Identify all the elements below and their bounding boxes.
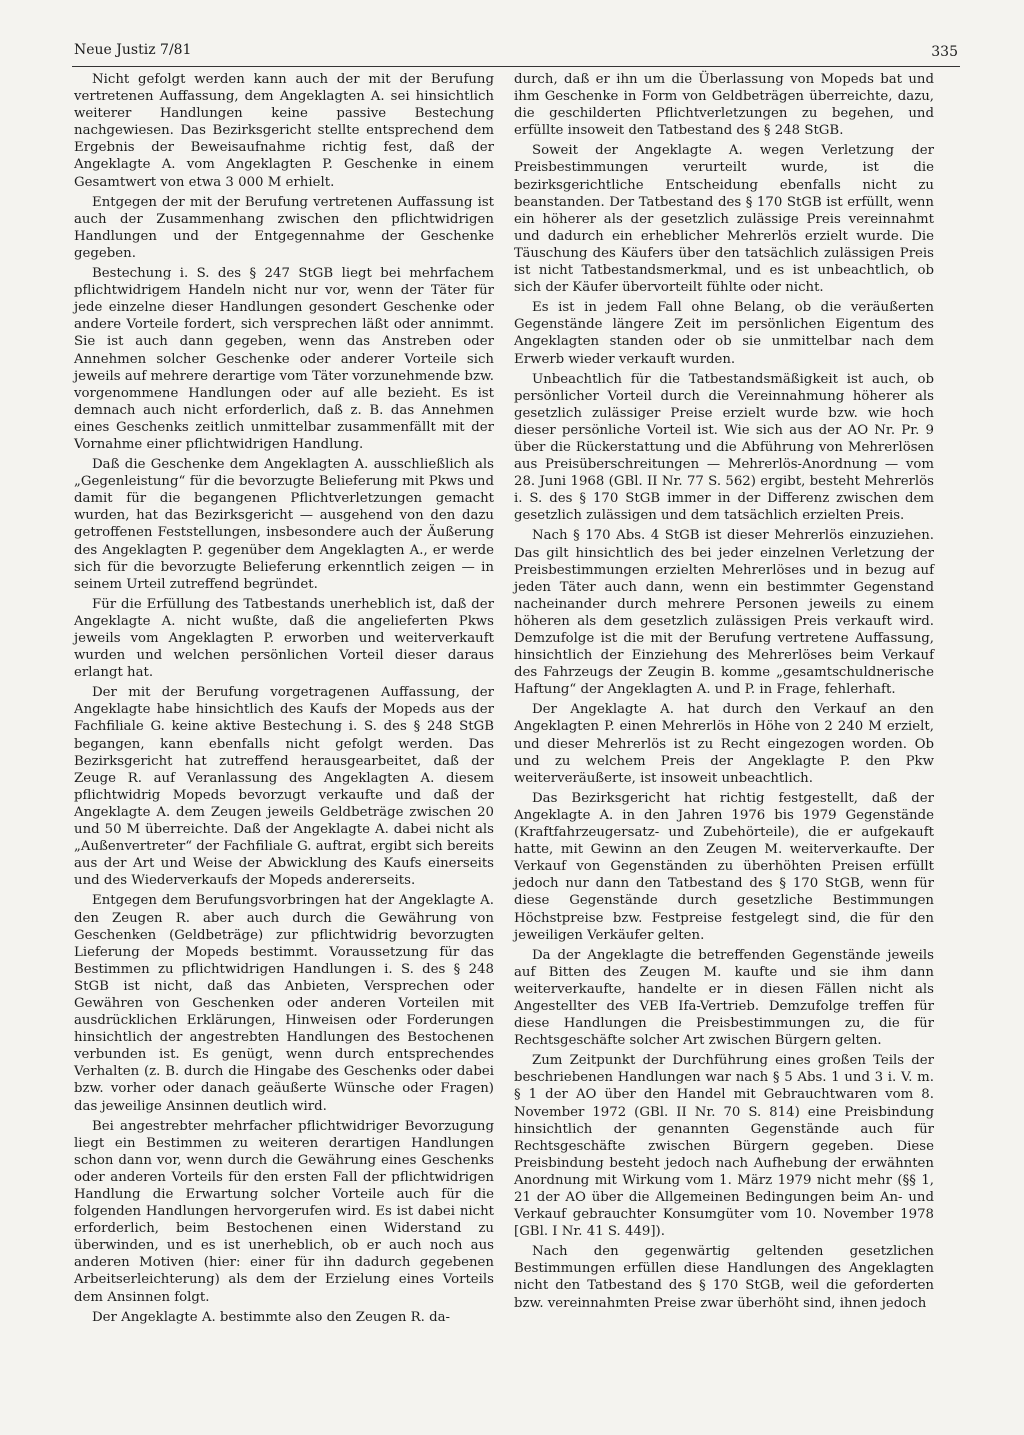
paragraph: Soweit der Angeklagte A. wegen Verletzung der Preisbestimmungen verurteilt wurde, ist die bezirksgerichtliche Entscheidung ebenfalls nicht zu beanstanden. Der Tatbestand des § 170 StGB ist erfüllt, wenn ein höherer als der gesetzlich zulässige Preis vereinnahmt und dadurch ein erheblicher Mehrerlös erzielt wurde. Die Täuschung des Käufers über den tatsächlich zulässigen Preis ist nicht Tatbestandsmerkmal, und es ist unbeachtlich, ob sich der Käufer übervorteilt fühlte oder nicht. (514, 143, 934, 296)
paragraph: Bei angestrebter mehrfacher pflichtwidriger Bevorzugung liegt ein Bestimmen zu weiteren derartigen Handlungen schon dann vor, wenn durch die Gewährung eines Geschenks oder anderen Vorteils für den ersten Fall der pflichtwidrigen Handlung die Erwartung solcher Vorteile auch für die folgenden Handlungen hervorgerufen wird. Es ist dabei nicht erforderlich, beim Bestochenen einen Widerstand zu überwinden, und es ist unerheblich, ob er auch noch aus anderen Motiven (hier: einer für ihn dadurch gegebenen Arbeitserleichterung) als dem der Erzielung eines Vorteils dem Ansinnen folgt. (74, 1118, 494, 1305)
paragraph: Der Angeklagte A. hat durch den Verkauf an den Angeklagten P. einen Mehrerlös in Höhe von 2 240 M erzielt, und dieser Mehrerlös ist zu Recht eingezogen worden. Ob und zu welchem Preis der Angeklagte P. den Pkw weiterveräußerte, ist insoweit unbeachtlich. (514, 702, 934, 786)
journal-title: Neue Justiz 7/81 (74, 42, 192, 58)
paragraph: Da der Angeklagte die betreffenden Gegenstände jeweils auf Bitten des Zeugen M. kaufte und sie ihm dann weiterverkaufte, handelte er in diesen Fällen nicht als Angestellter des VEB Ifa-Vertrieb. Demzufolge treffen für diese Handlungen die Preisbestimmungen zu, die für Rechtsgeschäfte solcher Art zwischen Bürgern gelten. (514, 947, 934, 1049)
paragraph: Nach den gegenwärtig geltenden gesetzlichen Bestimmungen erfüllen diese Handlungen des Angeklagten nicht den Tatbestand des § 170 StGB, weil die geforderten bzw. vereinnahmten Preise zwar überhöht sind, ihnen jedoch (514, 1244, 934, 1311)
paragraph-continued: durch, daß er ihn um die Überlassung von Mopeds bat und ihm Geschenke in Form von Geldbeträgen überreichte, dazu, die geschilderten Pflichtverletzungen zu begehen, und erfüllte insoweit den Tatbestand des § 248 StGB. (514, 72, 934, 139)
paragraph: Entgegen dem Berufungsvorbringen hat der Angeklagte A. den Zeugen R. aber auch durch die Gewährung von Geschenken (Geldbeträge) zur pflichtwidrig bevorzugten Lieferung der Mopeds bestimmt. Voraussetzung für das Bestimmen zu pflichtwidrigen Handlungen i. S. des § 248 StGB ist nicht, daß das Anbieten, Versprechen oder Gewähren von Geschenken oder anderen Vorteilen mit ausdrücklichen Erklärungen, Hinweisen oder Forderungen hinsichtlich der angestrebten Handlungen des Bestochenen verbunden ist. Es genügt, wenn durch entsprechendes Verhalten (z. B. durch die Hingabe des Geschenks oder dabei bzw. vorher oder danach geäußerte Wünsche oder Fragen) das jeweilige Ansinnen deutlich wird. (74, 893, 494, 1114)
paragraph: Nicht gefolgt werden kann auch der mit der Berufung vertretenen Auffassung, dem Angeklagten A. sei hinsichtlich weiterer Handlungen keine passive Bestechung nachgewiesen. Das Bezirksgericht stellte entsprechend dem Ergebnis der Beweisaufnahme richtig fest, daß der Angeklagte A. vom Angeklagten P. Geschenke in einem Gesamtwert von etwa 3 000 M erhielt. (74, 72, 494, 190)
right-column (514, 71, 934, 1315)
paragraph: Für die Erfüllung des Tatbestands unerheblich ist, daß der Angeklagte A. nicht wußte, daß die angelieferten Pkws jeweils vom Angeklagten P. erworben und weiterverkauft wurden und welchen persönlichen Vorteil dieser daraus erlangt hat. (74, 596, 494, 681)
paragraph: Das Bezirksgericht hat richtig festgestellt, daß der Angeklagte A. in den Jahren 1976 bis 1979 Gegenstände (Kraftfahrzeugersatz- und Zubehörteile), die er aufgekauft hatte, mit Gewinn an den Zeugen M. weiterverkaufte. Der Verkauf von Gegenständen zu überhöhten Preisen erfüllt jedoch nur dann den Tatbestand des § 170 StGB, wenn für diese Gegenstände durch gesetzliche Bestimmungen Höchstpreise bzw. Festpreise festgelegt sind, die für den jeweiligen Verkäufer gelten. (514, 790, 934, 943)
paragraph: Nach § 170 Abs. 4 StGB ist dieser Mehrerlös einzuziehen. Das gilt hinsichtlich des bei jeder einzelnen Verletzung der Preisbestimmungen erzielten Mehrerlöses und in bezug auf jeden Täter auch dann, wenn ein bestimmter Gegenstand nacheinander durch mehrere Personen jeweils zu einem höheren als dem gesetzlich zulässigen Preis verkauft wird. Demzufolge ist die mit der Berufung vertretene Auffassung, hinsichtlich der Einziehung des Mehrerlöses beim Verkauf des Fahrzeugs der Zeugin B. komme „gesamtschuldnerische Haftung“ der Angeklagten A. und P. in Frage, fehlerhaft. (514, 528, 934, 698)
left-column (74, 71, 494, 1329)
paragraph: Der mit der Berufung vorgetragenen Auffassung, der Angeklagte habe hinsichtlich des Kaufs der Mopeds aus der Fachfiliale G. keine aktive Bestechung i. S. des § 248 StGB begangen, kann ebenfalls nicht gefolgt werden. Das Bezirksgericht hat zutreffend herausgearbeitet, daß der Zeuge R. auf Veranlassung des Angeklagten A. diesem pflichtwidrig Mopeds bevorzugt verkaufte und daß der Angeklagte A. dem Zeugen jeweils Geldbeträge zwischen 20 und 50 M überreichte. Daß der Angeklagte A. dabei nicht als „Außenvertreter“ der Fachfiliale G. auftrat, ergibt sich bereits aus der Art und Weise der Abwicklung des Kaufs einerseits und des Wiederverkaufs der Mopeds andererseits. (74, 685, 494, 889)
paragraph: Entgegen der mit der Berufung vertretenen Auffassung ist auch der Zusammenhang zwischen den pflichtwidrigen Handlungen und der Entgegennahme der Geschenke gegeben. (74, 194, 494, 261)
running-header (72, 40, 960, 67)
paragraph: Zum Zeitpunkt der Durchführung eines großen Teils der beschriebenen Handlungen war nach § 5 Abs. 1 und 3 i. V. m. § 1 der AO über den Handel mit Gebrauchtwaren vom 8. November 1972 (GBl. II Nr. 70 S. 814) eine Preisbindung hinsichtlich der genannten Gegenstände auch für Rechtsgeschäfte zwischen Bürgern gegeben. Diese Preisbindung besteht jedoch nach Aufhebung der erwähnten Anordnung mit Wirkung vom 1. März 1979 nicht mehr (§§ 1, 21 der AO über die Allgemeinen Bedingungen beim An- und Verkauf gebrauchter Konsumgüter vom 10. November 1978 [GBl. I Nr. 41 S. 449]). (514, 1053, 934, 1240)
paragraph: Daß die Geschenke dem Angeklagten A. ausschließlich als „Gegenleistung“ für die bevorzugte Belieferung mit Pkws und damit für die begangenen Pflichtverletzungen gemacht wurden, hat das Bezirksgericht — ausgehend von den dazu getroffenen Feststellungen, insbesondere auch der Äußerung des Angeklagten P. gegenüber dem Angeklagten A., er werde sich für die bevorzugte Belieferung erkenntlich zeigen — in seinem Urteil zutreffend begründet. (74, 457, 494, 592)
page-number: 335 (931, 44, 958, 60)
paragraph: Bestechung i. S. des § 247 StGB liegt bei mehrfachem pflichtwidrigem Handeln nicht nur vor, wenn der Täter für jede einzelne dieser Handlungen gesondert Geschenke oder andere Vorteile fordert, sich versprechen läßt oder annimmt. Sie ist auch dann gegeben, wenn das Anstreben oder Annehmen solcher Geschenke oder anderer Vorteile sich jeweils auf mehrere derartige vom Täter vorzunehmende bzw. vorgenommene Handlungen oder auf alle bezieht. Es ist demnach auch nicht erforderlich, daß z. B. das Annehmen eines Geschenks zeitlich unmittelbar zusammenfällt mit der Vornahme einer pflichtwidrigen Handlung. (74, 266, 494, 452)
paragraph: Es ist in jedem Fall ohne Belang, ob die veräußerten Gegenstände längere Zeit im persönlichen Eigentum des Angeklagten standen oder ob sie unmittelbar nach dem Erwerb wieder verkauft wurden. (514, 300, 934, 367)
paragraph: Der Angeklagte A. bestimmte also den Zeugen R. da- (92, 1309, 451, 1325)
paragraph: Unbeachtlich für die Tatbestandsmäßigkeit ist auch, ob persönlicher Vorteil durch die Vereinnahmung höherer als gesetzlich zulässiger Preise erzielt wurde bzw. wie hoch dieser persönliche Vorteil ist. Wie sich aus der AO Nr. Pr. 9 über die Rückerstattung und die Abführung von Mehrerlösen aus Preisüberschreitungen — Mehrerlös-Anordnung — vom 28. Juni 1968 (GBl. II Nr. 77 S. 562) ergibt, besteht Mehrerlös i. S. des § 170 StGB immer in der Differenz zwischen dem gesetzlich zulässigen und dem tatsächlich erzielten Preis. (514, 371, 934, 524)
